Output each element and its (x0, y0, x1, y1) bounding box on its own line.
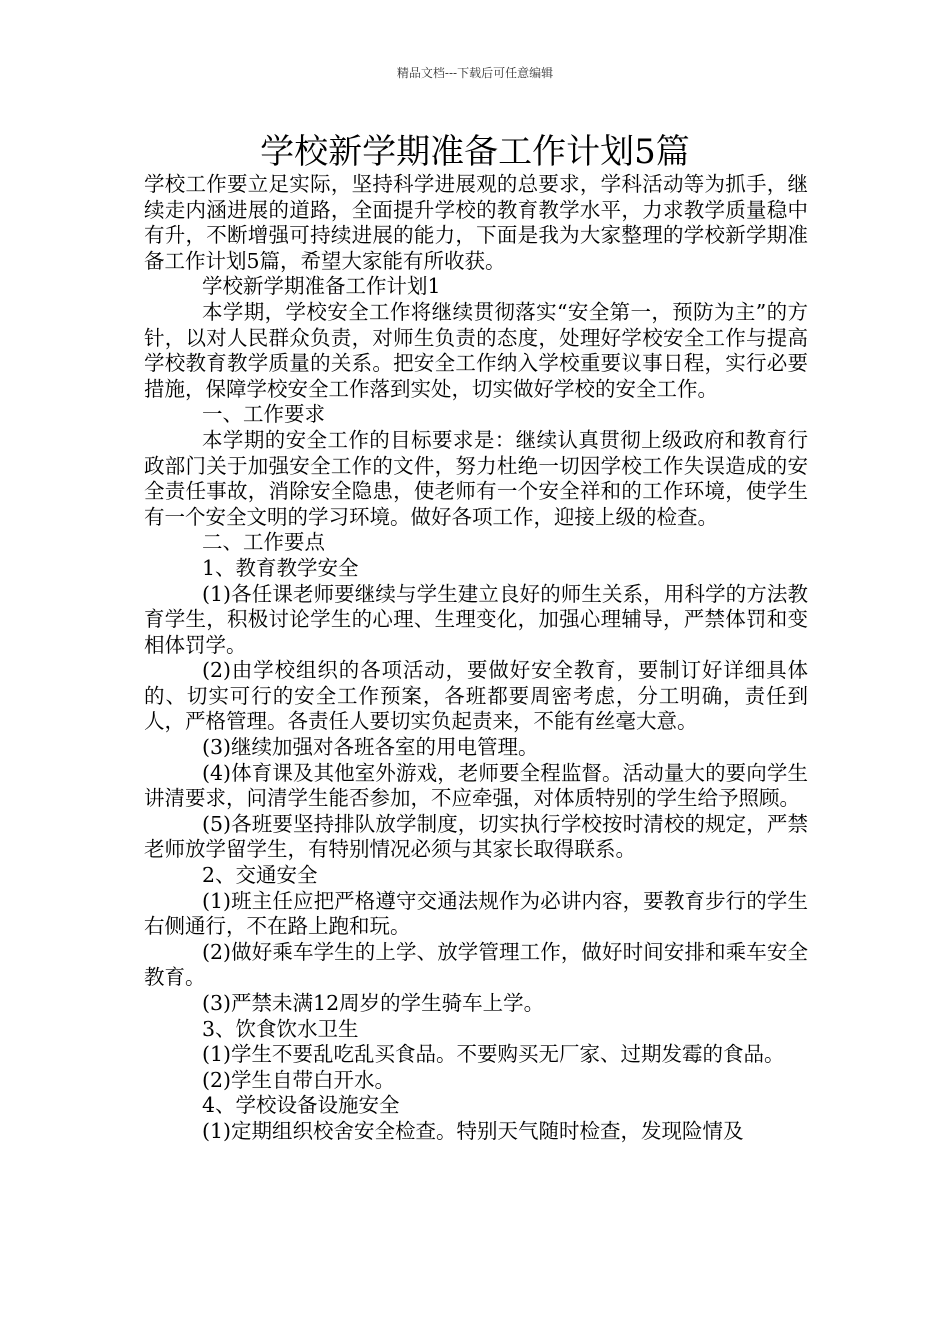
list-item: (4)体育课及其他室外游戏，老师要全程监督。活动量大的要向学生讲清要求，问清学生能否参加，不应牵强，对体质特别的学生给予照顾。 (144, 760, 808, 811)
list-item: (2)学生自带白开水。 (202, 1067, 396, 1092)
list-item: (2)做好乘车学生的上学、放学管理工作，做好时间安排和乘车安全教育。 (144, 939, 808, 990)
section-heading: 一、工作要求 (202, 402, 325, 427)
list-item: (3)严禁未满12周岁的学生骑车上学。 (202, 991, 545, 1015)
paragraph-intro: 学校工作要立足实际，坚持科学进展观的总要求，学科活动等为抓手，继续走内涵进展的道路，全面提升学校的教育教学水平，力求教学质量稳中有升，不断增强可持续进展的能力，下面是我为大家整理的学校新学期准备工作计划5篇，希望大家能有所收获。 (144, 172, 808, 273)
subsection-heading: 4、学校设备设施安全 (202, 1093, 400, 1118)
list-item: (1)学生不要乱吃乱买食品。不要购买无厂家、过期发霉的食品。 (202, 1042, 785, 1067)
list-item: (1)班主任应把严格遵守交通法规作为必讲内容，要教育步行的学生右侧通行，不在路上跑和玩。 (144, 888, 808, 939)
list-item: (3)继续加强对各班各室的用电管理。 (202, 735, 539, 760)
list-item: (2)由学校组织的各项活动，要做好安全教育，要制订好详细具体的、切实可行的安全工作预案，各班都要周密考虑，分工明确，责任到人，严格管理。各责任人要切实负起责来，不能有丝毫大意。 (144, 658, 808, 734)
paragraph: 本学期的安全工作的目标要求是：继续认真贯彻上级政府和教育行政部门关于加强安全工作的文件，努力杜绝一切因学校工作失误造成的安全责任事故，消除安全隐患，使老师有一个安全祥和的工作环境，使学生有一个安全文明的学习环境。做好各项工作，迎接上级的检查。 (144, 427, 808, 529)
list-item: (1)定期组织校舍安全检查。特别天气随时检查，发现险情及 (202, 1118, 744, 1143)
document-body (144, 172, 808, 1145)
section-heading: 二、工作要点 (202, 530, 325, 555)
subsection-heading: 3、饮食饮水卫生 (202, 1016, 359, 1041)
header-note: 精品文档---下载后可任意编辑 (396, 66, 554, 80)
list-item: (5)各班要坚持排队放学制度，切实执行学校按时清校的规定，严禁老师放学留学生，有特别情况必须与其家长取得联系。 (144, 811, 808, 862)
subsection-heading: 1、教育教学安全 (202, 555, 359, 580)
list-item: (1)各任课老师要继续与学生建立良好的师生关系，用科学的方法教育学生，积极讨论学生的心理、生理变化，加强心理辅导，严禁体罚和变相体罚学。 (144, 581, 808, 657)
document-title: 学校新学期准备工作计划5篇 (260, 132, 690, 172)
section-heading-plan-1: 学校新学期准备工作计划1 (202, 274, 441, 299)
paragraph: 本学期，学校安全工作将继续贯彻落实“安全第一，预防为主”的方针，以对人民群众负责，对师生负责的态度，处理好学校安全工作与提高学校教育教学质量的关系。把安全工作纳入学校重要议事日程，实行必要措施，保障学校安全工作落到实处，切实做好学校的安全工作。 (144, 299, 808, 401)
subsection-heading: 2、交通安全 (202, 863, 318, 888)
